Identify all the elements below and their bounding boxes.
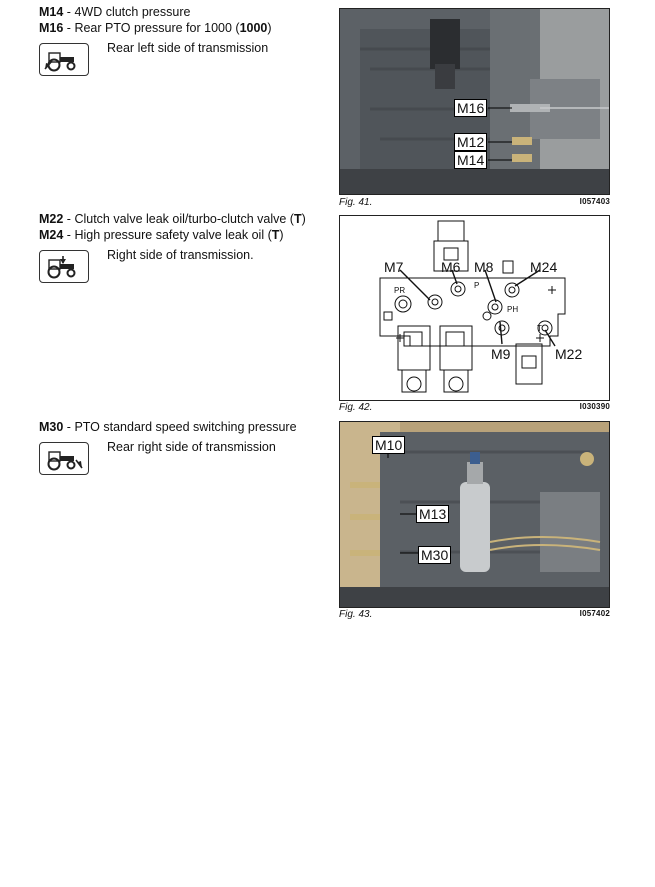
location-note: Rear left side of transmission <box>107 41 269 55</box>
figure-43-label-m30: M30 <box>418 546 451 564</box>
figure-43-label-m13: M13 <box>416 505 449 523</box>
figure-42-label-m8: M8 <box>474 259 494 275</box>
figure-42-port-p: P <box>474 281 480 290</box>
tractor-right-icon <box>39 250 89 283</box>
figure-42-label-m7: M7 <box>384 259 404 275</box>
location-note: Right side of transmission. <box>107 248 254 262</box>
figure-43-code: I057402 <box>579 609 610 618</box>
figure-41-label-m16: M16 <box>454 99 487 117</box>
figure-41-label-m14: M14 <box>454 151 487 169</box>
location-note: Rear right side of transmission <box>107 440 276 454</box>
figure-42-label-m22: M22 <box>555 346 583 362</box>
tractor-rear-left-icon <box>39 43 89 76</box>
figure-42-label-m6: M6 <box>441 259 461 275</box>
figure-42-code: I030390 <box>579 402 610 411</box>
figure-41-code: I057403 <box>579 197 610 206</box>
entry-m22: M22 - Clutch valve leak oil/turbo-clutch valve (T) <box>39 212 306 226</box>
figure-42-label-m9: M9 <box>491 346 511 362</box>
entry-m14: M14 - 4WD clutch pressure <box>39 5 191 19</box>
figure-42-port-ph: PH <box>507 305 519 314</box>
entry-m16: M16 - Rear PTO pressure for 1000 (1000) <box>39 21 272 35</box>
figure-43-caption: Fig. 43. <box>339 609 373 620</box>
entry-m24: M24 - High pressure safety valve leak oil (T) <box>39 228 284 242</box>
figure-42-port-pr: PR <box>394 286 406 295</box>
figure-41-label-m12: M12 <box>454 133 487 151</box>
entry-m30: M30 - PTO standard speed switching pressure <box>39 420 297 434</box>
figure-42-port-t: T <box>537 324 542 333</box>
tractor-rear-right-icon <box>39 442 89 475</box>
figure-42-diagram <box>339 215 610 401</box>
figure-43-label-m10: M10 <box>372 436 405 454</box>
figure-42-caption: Fig. 42. <box>339 402 373 413</box>
figure-41-caption: Fig. 41. <box>339 197 373 208</box>
figure-42-label-m24: M24 <box>530 259 558 275</box>
